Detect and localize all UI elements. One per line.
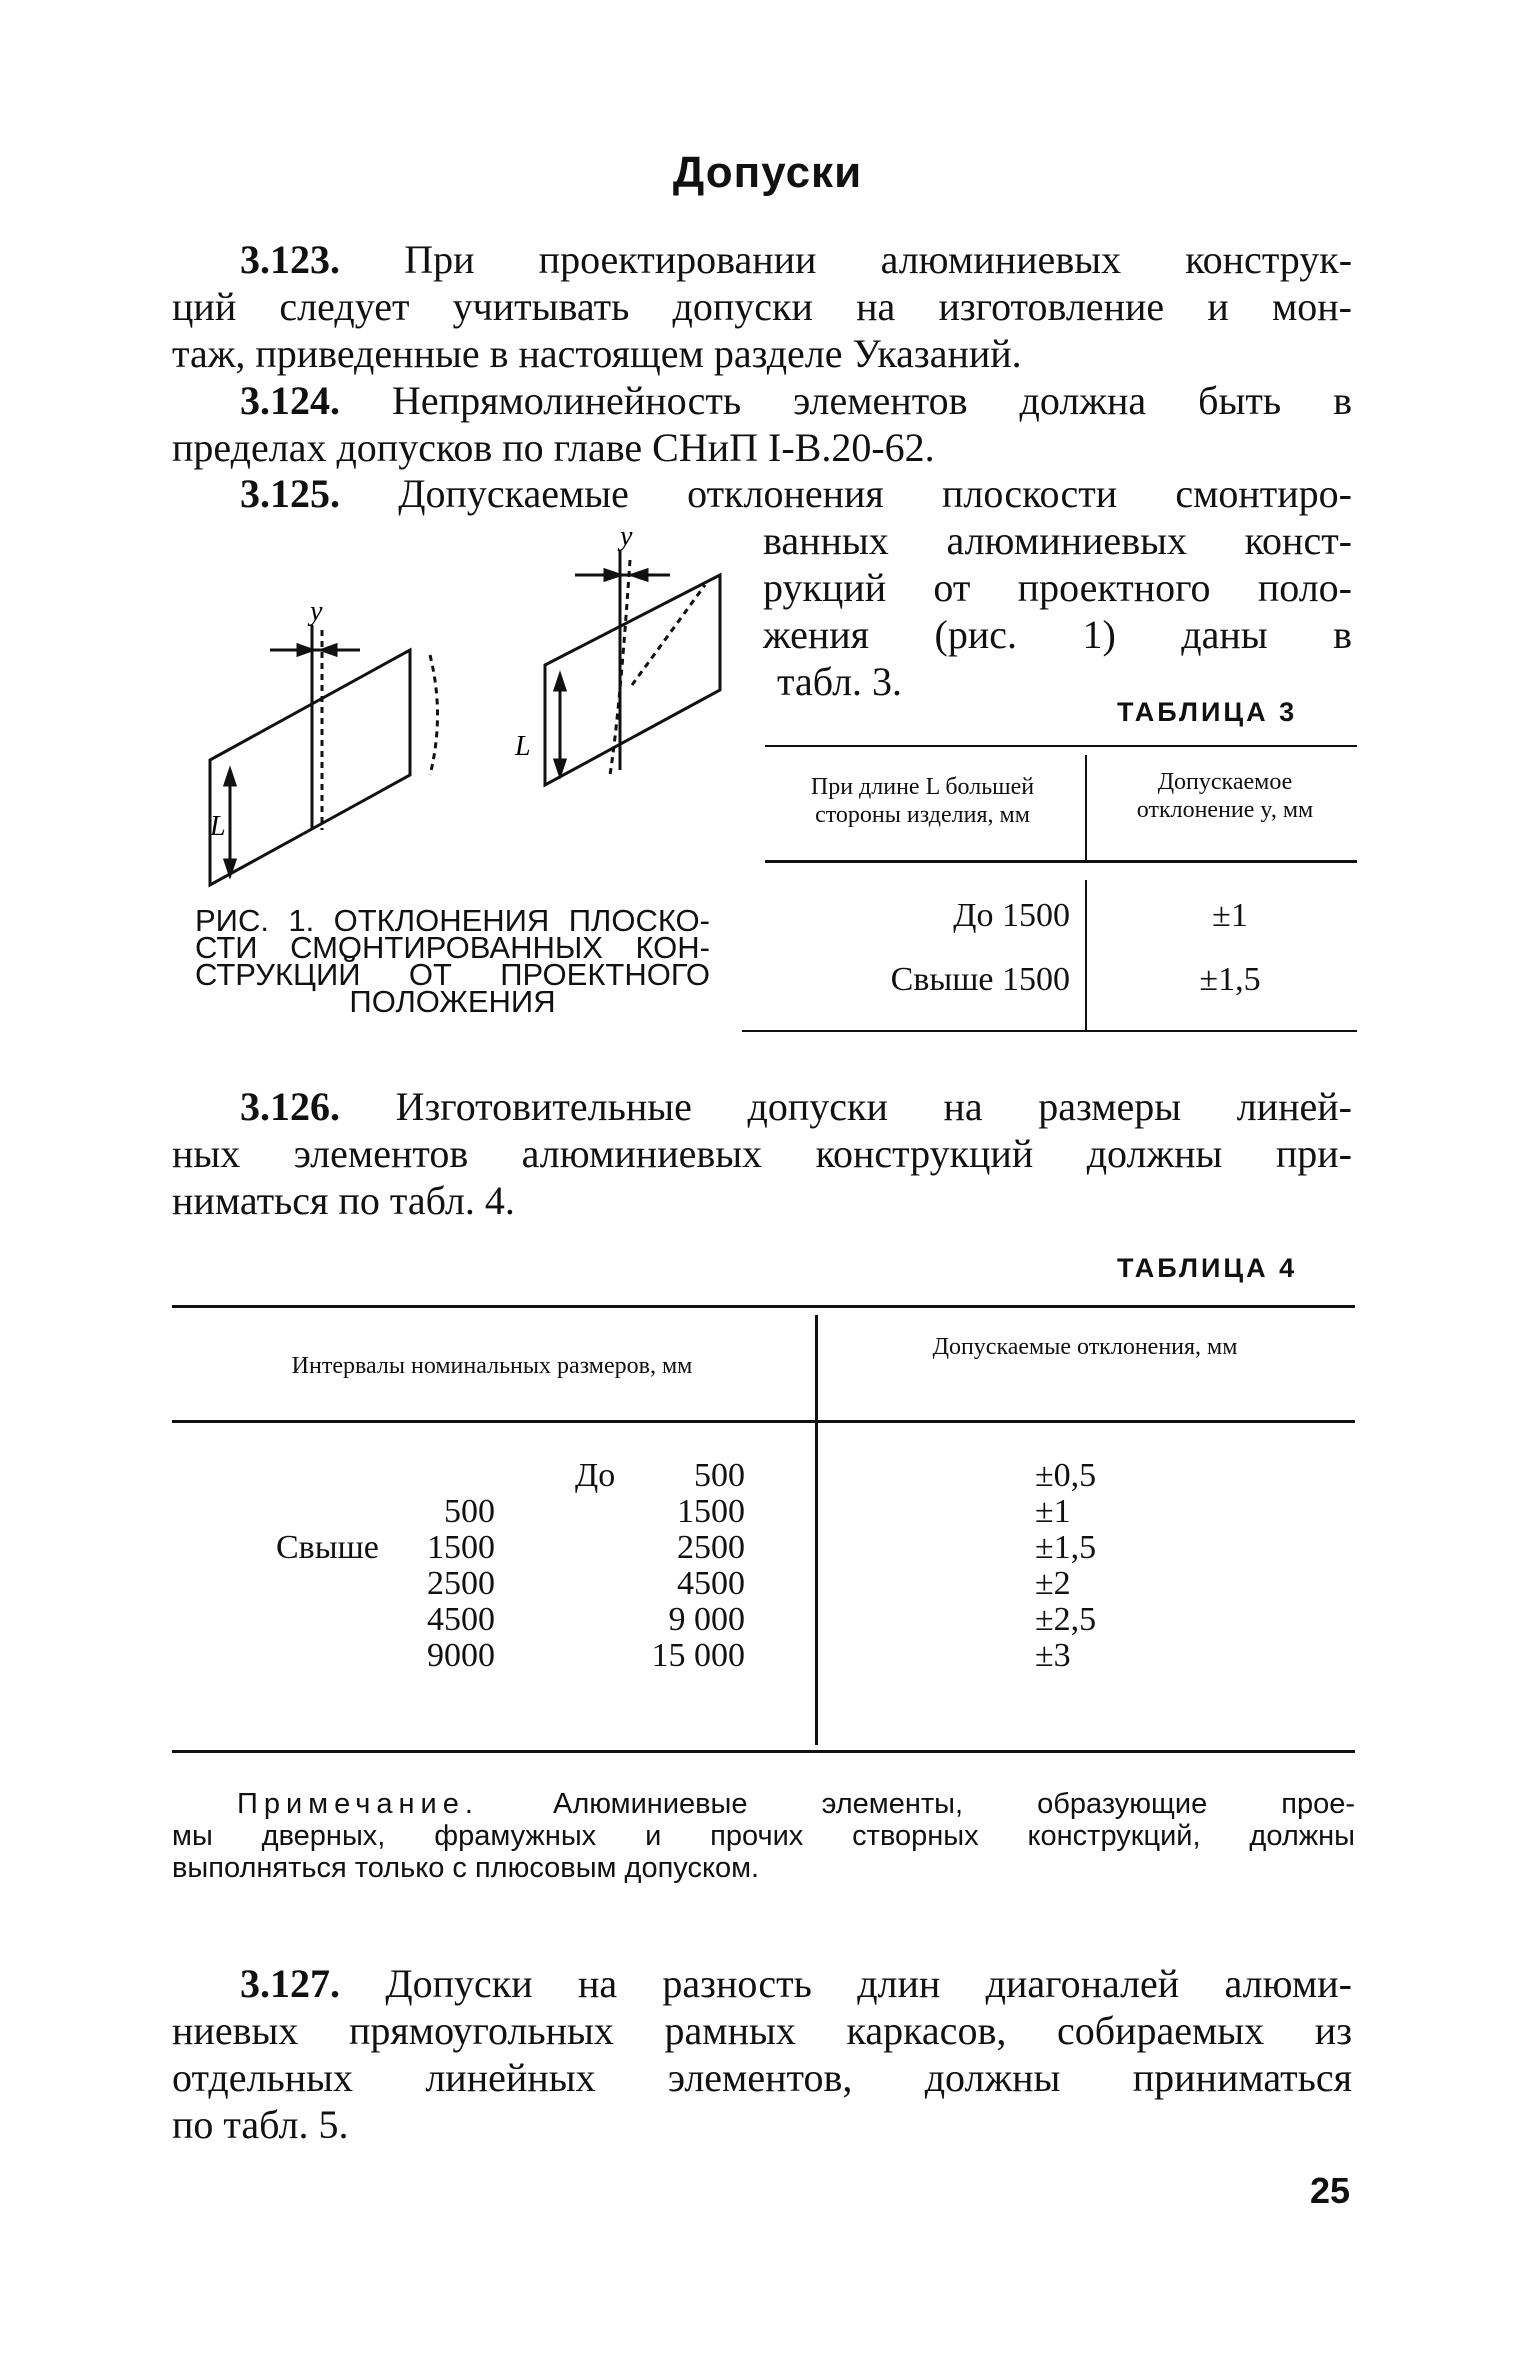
note-text1: Алюминиевые элементы, образующие прое- [552, 1788, 1355, 1820]
table4-label: ТАБЛИЦА 4 [1117, 1253, 1298, 1283]
table4-header-rule [172, 1420, 1355, 1423]
note-line2: мы дверных, фрамужных и прочих створных конструкций, должны [172, 1820, 1355, 1852]
table4-col1-header: Интервалы номинальных размеров, мм [291, 1353, 693, 1379]
p125-line1 [240, 470, 1352, 518]
figure-1-caption: РИС. 1. ОТКЛОНЕНИЯ ПЛОСКО- СТИ СМОНТИРОВАННЫХ КОН- СТРУКЦИЙ ОТ ПРОЕКТНОГО ПОЛОЖЕНИЯ [195, 903, 710, 1019]
table4-row2-from: 500 [444, 1493, 495, 1530]
table4-row4-deviation: ±2 [1035, 1565, 1071, 1602]
table3-bottom-rule [742, 1030, 1357, 1032]
table4-row3-deviation: ±1,5 [1035, 1529, 1097, 1566]
table3-header-divider [1085, 755, 1087, 860]
table4-row6-to: 15 000 [651, 1637, 745, 1674]
p127-line4: по табл. 5. [172, 2102, 349, 2147]
table4-prefix-do: До [575, 1457, 616, 1494]
p126-text1: Изготовительные допуски на размеры линей- [395, 1084, 1353, 1129]
p126-line1 [240, 1083, 1352, 1131]
p123-text1: При проектировании алюминиевых конструк- [404, 237, 1353, 282]
p123-number: 3.123. [240, 237, 340, 282]
table4-column-divider [815, 1315, 818, 1745]
label-y-left: y [310, 596, 323, 627]
table3-label: ТАБЛИЦА 3 [1117, 697, 1298, 727]
note-line3: выполняться только с плюсовым допуском. [172, 1852, 760, 1884]
table4-row2-to: 1500 [677, 1493, 745, 1530]
label-l-right: L [515, 731, 531, 762]
table4-row5-deviation: ±2,5 [1035, 1601, 1097, 1638]
table4-row5-to: 9 000 [668, 1601, 745, 1638]
table3-body-divider [1085, 880, 1087, 1030]
p123-line1 [240, 236, 1352, 284]
table4-row3-from: 1500 [427, 1529, 495, 1566]
p123-line2: ций следует учитывать допуски на изготовление и мон- [172, 284, 1352, 329]
p127-line1 [240, 1960, 1352, 2008]
table3-col2-header: Допускаемое отклонение y, мм [1136, 769, 1314, 823]
table4-row4-to: 4500 [677, 1565, 745, 1602]
table4-row3-to: 2500 [677, 1529, 745, 1566]
p124-number: 3.124. [240, 378, 340, 423]
section-heading: Допуски [672, 148, 863, 197]
table3-top-rule [765, 745, 1357, 747]
p125-number: 3.125. [240, 471, 340, 516]
table4-col2-header: Допускаемые отклонения, мм [932, 1334, 1238, 1360]
p125-line5: табл. 3. [777, 659, 903, 704]
page-number: 25 [1310, 2170, 1351, 2211]
label-y-right: y [620, 530, 633, 552]
label-l-left: L [210, 811, 226, 842]
p124-text1: Непрямолинейность элементов должна быть в [392, 378, 1352, 423]
p123-line3: таж, приведенные в настоящем разделе Указаний. [172, 331, 1022, 376]
p127-number: 3.127. [240, 1961, 340, 2006]
table3-row1-deviation: ±1 [1212, 897, 1248, 934]
p127-line3: отдельных линейных элементов, должны приниматься [172, 2055, 1352, 2100]
p124-line2: пределах допусков по главе СНиП I-В.20-62. [172, 425, 935, 470]
note-label: Примечание. [237, 1788, 479, 1820]
p125-line3: рукций от проектного поло- [763, 565, 1352, 610]
p127-line2: ниевых прямоугольных рамных каркасов, собираемых из [172, 2008, 1352, 2053]
right-panel-shape [545, 575, 720, 785]
left-deflection-curve [430, 655, 438, 775]
p125-line2: ванных алюминиевых конст- [763, 518, 1352, 563]
left-panel-shape [210, 650, 410, 885]
table4-row6-from: 9000 [427, 1637, 495, 1674]
p125-text1: Допускаемые отклонения плоскости смонтиро- [398, 471, 1353, 516]
p127-text1: Допуски на разность длин диагоналей алюми- [385, 1961, 1352, 2006]
table4-prefix-svyshe: Свыше [276, 1529, 379, 1566]
p126-line2: ных элементов алюминиевых конструкций должны при- [172, 1131, 1352, 1176]
table4-row1-to: 500 [694, 1457, 745, 1494]
table3-header-rule [765, 860, 1357, 863]
p124-line1 [240, 377, 1352, 425]
table4-row2-deviation: ±1 [1035, 1493, 1071, 1530]
table3-row2-deviation: ±1,5 [1199, 961, 1261, 998]
table4-row4-from: 2500 [427, 1565, 495, 1602]
note-line1 [237, 1788, 1355, 1820]
table3-col1-header: При длине L большей стороны изделия, мм [810, 774, 1035, 828]
table3-row2-length: Свыше 1500 [890, 961, 1070, 998]
p126-line3: ниматься по табл. 4. [172, 1178, 515, 1223]
table4-row1-deviation: ±0,5 [1035, 1457, 1097, 1494]
table4-bottom-rule [172, 1750, 1355, 1753]
table4-row5-from: 4500 [427, 1601, 495, 1638]
p126-number: 3.126. [240, 1084, 340, 1129]
table3-row1-length: До 1500 [953, 897, 1070, 934]
table4-top-rule [172, 1305, 1355, 1308]
table4-row6-deviation: ±3 [1035, 1637, 1071, 1674]
figure-1-drawing [200, 530, 760, 920]
p125-line4: жения (рис. 1) даны в [763, 612, 1352, 657]
